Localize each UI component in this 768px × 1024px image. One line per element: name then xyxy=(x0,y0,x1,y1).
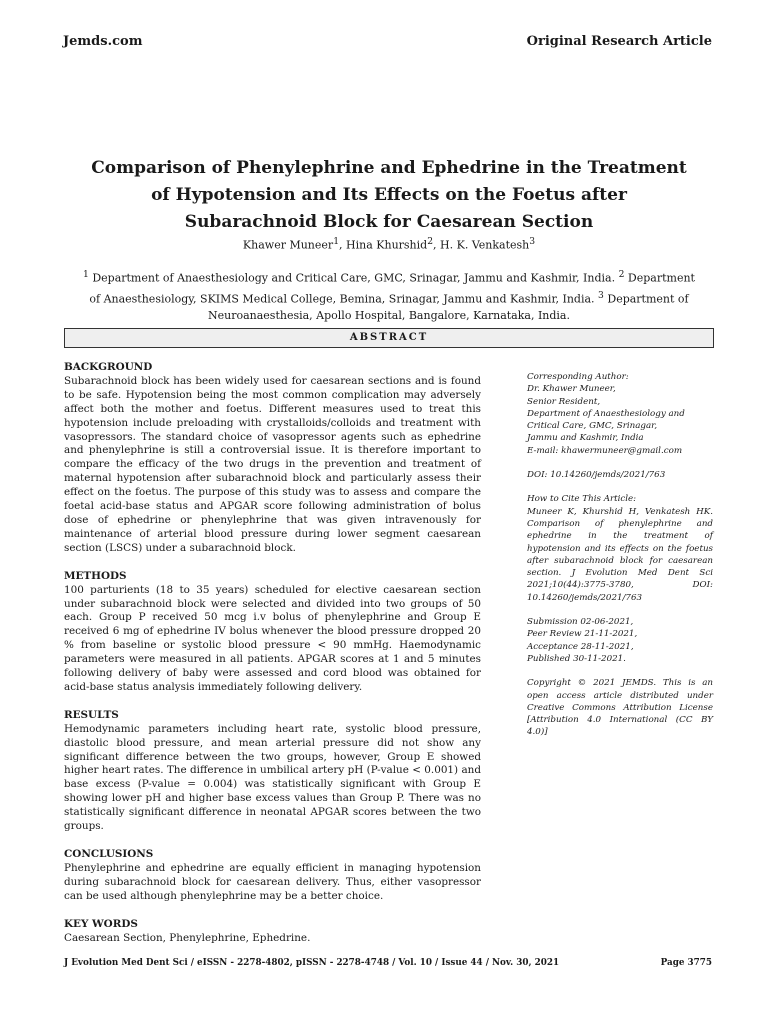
section-heading: METHODS xyxy=(64,569,127,582)
author-name: H. K. Venkatesh xyxy=(440,238,530,252)
title-line: Comparison of Phenylephrine and Ephedrine in the Treatment xyxy=(91,158,687,178)
corr-line: Department of Anaesthesiology and xyxy=(527,408,685,419)
section-text: Hemodynamic parameters including heart rate, systolic blood pressure, diastolic blood pressure, and mean arterial pressure did not show any significant difference between the two groups, however, Group E showed higher heart rates. The difference in umbilical artery pH (P-value < 0.001) and base excess (P-value = 0.004) was statistically significant with Group E showing lower pH and higher base excess values than Group P. There was no statistically significant difference in neonatal APGAR scores between the two groups. xyxy=(64,722,481,833)
date-line: Submission 02-06-2021, xyxy=(527,617,634,628)
affiliation: Department of Anaesthesiology, SKIMS Medical College, Bemina, Srinagar, Jammu and Kashmir, India. xyxy=(89,271,695,306)
copyright: Copyright © 2021 JEMDS. This is an open access article distributed under Creative Commons Attribution License [Attribution 4.0 International (CC BY 4.0)] xyxy=(527,678,713,738)
title-line: of Hypotension and Its Effects on the Foetus after xyxy=(151,185,627,205)
page-number: Page 3775 xyxy=(660,958,712,968)
doi: DOI: 10.14260/jemds/2021/763 xyxy=(527,470,666,481)
affiliations xyxy=(80,266,698,324)
citation: How to Cite This Article: Muneer K, Khurshid H, Venkatesh HK. Comparison of phenylephrine and ephedrine in the treatment of hypotension and its effects on the foetus after subarachnoid block for caesarean section. J Evolution Med Dent Sci 2021;10(44):3775-3780, DOI: 10.14260/jemds/2021/763 xyxy=(527,494,713,603)
section-heading: KEY WORDS xyxy=(64,917,138,930)
affil-sup: 1 xyxy=(83,269,89,280)
corresponding-author xyxy=(527,371,713,457)
site-name: Jemds.com xyxy=(63,34,143,49)
section-text: 100 parturients (18 to 35 years) scheduled for elective caesarean section under subarachnoid block were selected and divided into two groups of 50 each. Group P received 50 mcg i.v bolus of phenylephrine and Group E received 6 mg of ephedrine IV bolus whenever the blood pressure dropped 20 % from baseline or systolic blood pressure < 90 mmHg. Haemodynamic parameters were measured in all patients. APGAR scores at 1 and 5 minutes following delivery of baby were assessed and cord blood was obtained for acid-base status analysis immediately following delivery. xyxy=(64,583,481,693)
corr-line: Jammu and Kashmir, India xyxy=(527,433,644,444)
author-sup: 1 xyxy=(333,236,340,247)
section-text: Phenylephrine and ephedrine are equally efficient in managing hypotension during subarachnoid block for caesarean delivery. Thus, either vasopressor can be used although phenylephrine may be a better choice. xyxy=(64,861,481,902)
section-text: Caesarean Section, Phenylephrine, Ephedrine. xyxy=(64,931,311,944)
author-name: Hina Khurshid xyxy=(346,238,428,252)
section-heading: BACKGROUND xyxy=(64,361,153,373)
author-list: Khawer Muneer$^1$, Hina Khurshid$^2$, H. K. Venkatesh$^3$ xyxy=(242,236,536,252)
abstract-body xyxy=(64,361,481,959)
article-sidebar xyxy=(527,371,713,751)
author-sup: 3 xyxy=(529,236,536,247)
affiliation: Department of Anaesthesiology and Critical Care, GMC, Srinagar, Jammu and Kashmir, India. xyxy=(92,271,616,285)
author-name: Khawer Muneer xyxy=(242,238,334,252)
section-heading: CONCLUSIONS xyxy=(64,848,154,860)
corr-email: E-mail: khawermuneer@gmail.com xyxy=(527,445,683,456)
corr-line: Corresponding Author: xyxy=(527,372,629,382)
author-sup: 2 xyxy=(427,236,434,247)
title-line: Subarachnoid Block for Caesarean Section xyxy=(184,212,594,232)
section-text: Subarachnoid block has been widely used for caesarean sections and is found to be safe. Hypotension being the most common complication may adversely affect both the mother and foetus. Different measures used to treat this hypotension include preloading with crystalloids/colloids and treatment with vasopressors. The standard choice of vasopressor agents such as ephedrine and phenylephrine is still a controversial issue. It is therefore important to compare the efficacy of the two drugs in the prevention and treatment of maternal hypotension after subarachnoid block and particularly assess their effect on the foetus. The purpose of this study was to assess and compare the foetal acid-base status and APGAR score following administration of bolus dose of ephedrine or phenylephrine that was given intravenously for maintenance of arterial blood pressure during lower segment caesarean section (LSCS) under a subarachnoid block. xyxy=(64,374,481,554)
affil-sup: 2 xyxy=(618,269,625,280)
corr-line: Dr. Khawer Muneer, xyxy=(527,384,616,395)
article-title xyxy=(64,155,714,236)
date-line: Acceptance 28-11-2021, xyxy=(527,641,634,652)
affil-sup: 3 xyxy=(598,289,604,301)
abstract-banner: ABSTRACT xyxy=(64,328,714,348)
corr-line: Critical Care, GMC, Srinagar, xyxy=(527,421,658,432)
date-line: Peer Review 21-11-2021, xyxy=(527,629,638,640)
footer-journal: J Evolution Med Dent Sci / eISSN - 2278-4802, pISSN - 2278-4748 / Vol. 10 / Issue 44 / Nov. 30, 2021 xyxy=(64,958,560,968)
section-heading: RESULTS xyxy=(64,708,119,721)
article-type: Original Research Article xyxy=(526,34,712,49)
date-line: Published 30-11-2021. xyxy=(527,653,626,664)
corr-line: Senior Resident, xyxy=(527,396,601,407)
affiliation: Department of Neuroanaesthesia, Apollo Hospital, Bangalore, Karnataka, India. xyxy=(207,292,689,323)
dates xyxy=(527,616,713,665)
